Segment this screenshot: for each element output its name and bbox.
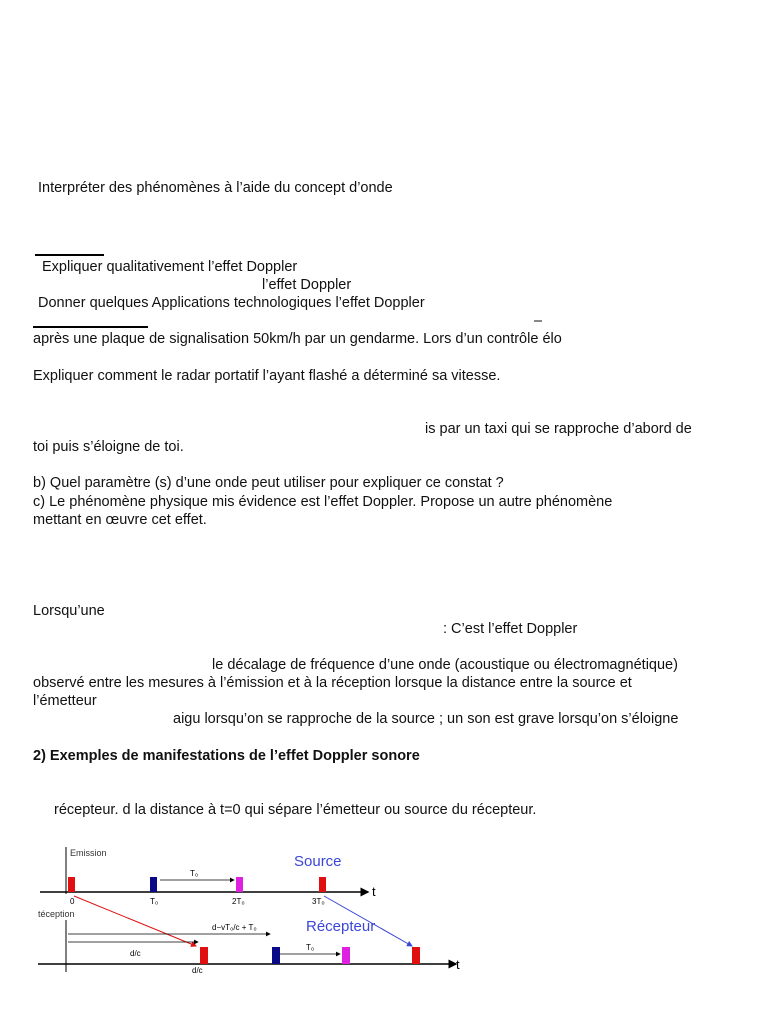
activity1-question: Expliquer comment le radar portatif l’ayant flashé a déterminé sa vitesse.: [33, 368, 501, 384]
activity2-line2: toi puis s’éloigne de toi.: [33, 439, 184, 455]
dash-mark: –: [534, 313, 543, 329]
emission-pulse-1: [150, 877, 157, 892]
emission-pulse-2: [236, 877, 243, 892]
underline-rule-2: [33, 326, 148, 328]
reception-pulse-2: [342, 947, 350, 964]
doppler-figure: [36, 842, 476, 974]
question-c-line2: mettant en œuvre cet effet.: [33, 512, 207, 528]
source-label: Source: [294, 853, 342, 870]
activity2-line1: is par un taxi qui se rapproche d’abord de: [425, 421, 692, 437]
tick-2T: 2T₀: [232, 897, 245, 906]
item-explain: Expliquer qualitativement l’effet Doppler: [42, 259, 298, 275]
delay-formula: d−vT₀/c + T₀: [212, 923, 257, 932]
definition-line1: le décalage de fréquence d’une onde (acoustique ou électromagnétique): [212, 657, 678, 673]
item-effect-ref: l’effet Doppler: [262, 277, 352, 293]
definition-line2: observé entre les mesures à l’émission et à la réception lorsque la distance entre la source et: [33, 675, 632, 691]
activity1-text: après une plaque de signalisation 50km/h par un gendarme. Lors d’un contrôle élo: [33, 331, 562, 347]
tick-T: T₀: [150, 897, 159, 906]
tick-3T: 3T₀: [312, 897, 325, 906]
reception-pulse-1: [272, 947, 280, 964]
propagation-line-red: [74, 896, 196, 946]
question-c-line1: c) Le phénomène physique mis évidence est l’effet Doppler. Propose un autre phénomène: [33, 494, 613, 510]
dc-label: d/c: [130, 949, 141, 958]
reception-pulse-3: [412, 947, 420, 964]
emission-pulse-3: [319, 877, 326, 892]
tick-0: 0: [70, 897, 75, 906]
item-applications: Donner quelques Applications technologiques l’effet Doppler: [38, 295, 425, 311]
reception-label: téception: [38, 909, 75, 919]
axis-t-bottom: t: [456, 957, 460, 972]
emission-pulse-0: [68, 877, 75, 892]
tick-dc: d/c: [192, 966, 203, 974]
reception-pulse-0: [200, 947, 208, 964]
emission-label: Emission: [70, 848, 107, 858]
period-top-label: T₀: [190, 869, 199, 878]
question-b: b) Quel paramètre (s) d’une onde peut utiliser pour expliquer ce constat ?: [33, 475, 504, 491]
axis-t-top: t: [372, 884, 376, 899]
underline-rule: [35, 254, 104, 256]
period-bottom-label: T₀: [306, 943, 315, 952]
objective-text: Interpréter des phénomènes à l’aide du concept d’onde: [38, 180, 393, 196]
definition-effet: : C’est l’effet Doppler: [443, 621, 578, 637]
definition-line3: l’émetteur: [33, 693, 97, 709]
section2-heading: 2) Exemples de manifestations de l’effet Doppler sonore: [33, 748, 420, 764]
definition-lorsque: Lorsqu’une: [33, 603, 105, 619]
section2-text: récepteur. d la distance à t=0 qui sépare l’émetteur ou source du récepteur.: [54, 802, 537, 818]
definition-line4: aigu lorsqu’on se rapproche de la source ; un son est grave lorsqu’on s’éloigne: [173, 711, 679, 727]
recepteur-label: Récepteur: [306, 918, 376, 935]
